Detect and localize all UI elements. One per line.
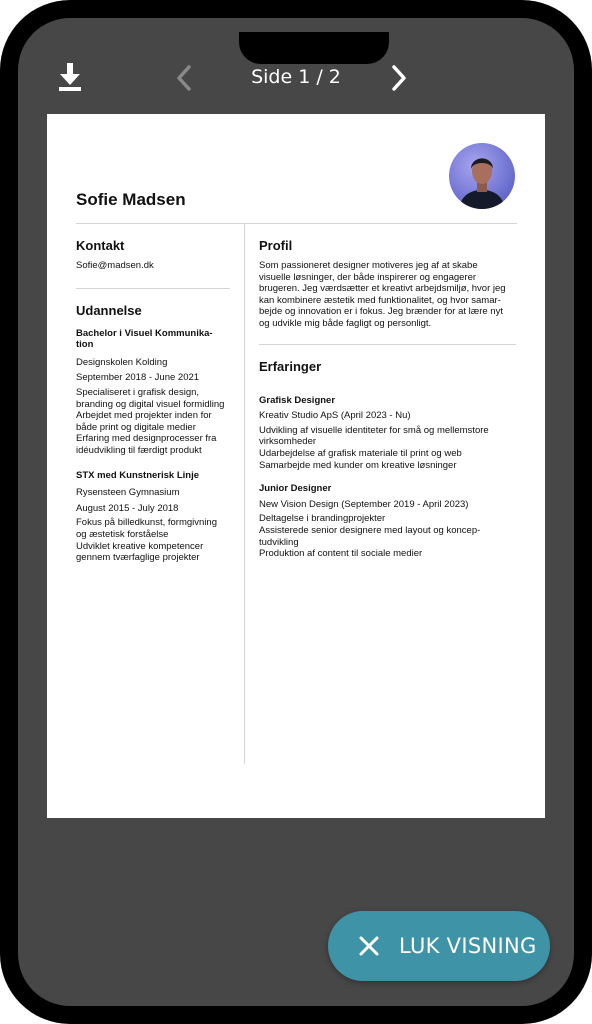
phone-notch	[239, 32, 389, 64]
experience-entry	[259, 483, 521, 560]
detail-line: gennem tværfaglige projekter	[76, 552, 200, 564]
email-text: Sofie@madsen.dk	[76, 260, 154, 271]
chevron-left-icon[interactable]	[170, 62, 198, 94]
avatar	[449, 143, 515, 209]
close-button-label: LUK VISNING	[399, 934, 537, 958]
job-title: Grafisk Designer	[259, 394, 336, 406]
profile-line: Som passioneret designer motiveres jeg af at skabe	[259, 260, 478, 271]
school-text: Designskolen Kolding	[76, 356, 168, 368]
detail-line: Produktion af content til sociale medier	[259, 548, 423, 560]
right-column	[259, 238, 521, 560]
close-icon	[358, 935, 380, 957]
detail-line: Deltagelse i brandingprojekter	[259, 513, 386, 525]
education-entry	[76, 470, 236, 564]
detail-line: virksomheder	[259, 436, 317, 448]
job-title: Junior Designer	[259, 483, 332, 495]
contact-divider	[76, 288, 230, 289]
page-indicator: Side 1 / 2	[251, 66, 341, 88]
period-text: September 2018 - June 2021	[76, 372, 200, 384]
detail-line: Specialiseret i grafisk design,	[76, 386, 200, 398]
detail-line: Samarbejde med kunder om kreative løsninger	[259, 459, 457, 471]
profile-line: kan kombinere æstetik med funktionalitet, og hvor samar-	[259, 294, 501, 306]
school-text: Rysensteen Gymnasium	[76, 487, 180, 499]
resume-document	[47, 114, 545, 818]
company-text: New Vision Design (September 2019 - April 2023)	[259, 498, 469, 510]
company-text: Kreativ Studio ApS (April 2023 - Nu)	[259, 410, 411, 422]
degree-line: Bachelor i Visuel Kommunika-	[76, 327, 213, 339]
download-icon[interactable]	[55, 60, 85, 94]
profile-text	[259, 260, 521, 330]
detail-line: idéudvikling til færdigt produkt	[76, 444, 202, 456]
left-column	[76, 238, 236, 564]
experience-heading: Erfaringer	[259, 358, 322, 374]
profile-line: visuelle løsninger, der både inspirerer og engagerer	[259, 271, 477, 283]
profile-line: brugeren. Jeg værdsætter et kreativt arbejdsmiljø, hvor jeg	[259, 283, 506, 295]
experience-entry	[259, 395, 521, 472]
header-divider	[76, 223, 517, 224]
chevron-right-icon[interactable]	[385, 62, 413, 94]
degree-line: STX med Kunstnerisk Linje	[76, 469, 199, 481]
detail-line: branding og digital visuel formidling	[76, 398, 225, 410]
detail-line: Udviklet kreative kompetencer	[76, 540, 204, 552]
detail-line: Fokus på billedkunst, formgivning	[76, 517, 217, 529]
detail-line: Udarbejdelse af grafisk materiale til print og web	[259, 447, 462, 459]
education-heading: Udannelse	[76, 302, 142, 318]
column-divider	[244, 224, 245, 764]
profile-line: bejde og innovation er i fokus. Jeg brænder for at lære nyt	[259, 306, 503, 318]
close-preview-button[interactable]	[328, 911, 550, 981]
profile-heading: Profil	[259, 238, 293, 253]
degree-line: tion	[76, 339, 94, 351]
profile-divider	[259, 344, 516, 345]
education-entry	[76, 328, 236, 457]
resume-name: Sofie Madsen	[76, 190, 186, 209]
detail-line: Assisterede senior designere med layout og koncep-	[259, 524, 481, 536]
detail-line: Udvikling af visuelle identiteter for små og mellemstore	[259, 424, 489, 436]
detail-line: og æstetisk forståelse	[76, 528, 169, 540]
contact-heading: Kontakt	[76, 238, 125, 253]
detail-line: tudvikling	[259, 536, 299, 548]
detail-line: Erfaring med designprocesser fra	[76, 433, 217, 445]
detail-line: både print og digitale medier	[76, 421, 196, 433]
profile-line: og udvikle mig både fagligt og personligt.	[259, 317, 432, 329]
detail-line: Arbejdet med projekter inden for	[76, 410, 212, 422]
period-text: August 2015 - July 2018	[76, 502, 179, 514]
